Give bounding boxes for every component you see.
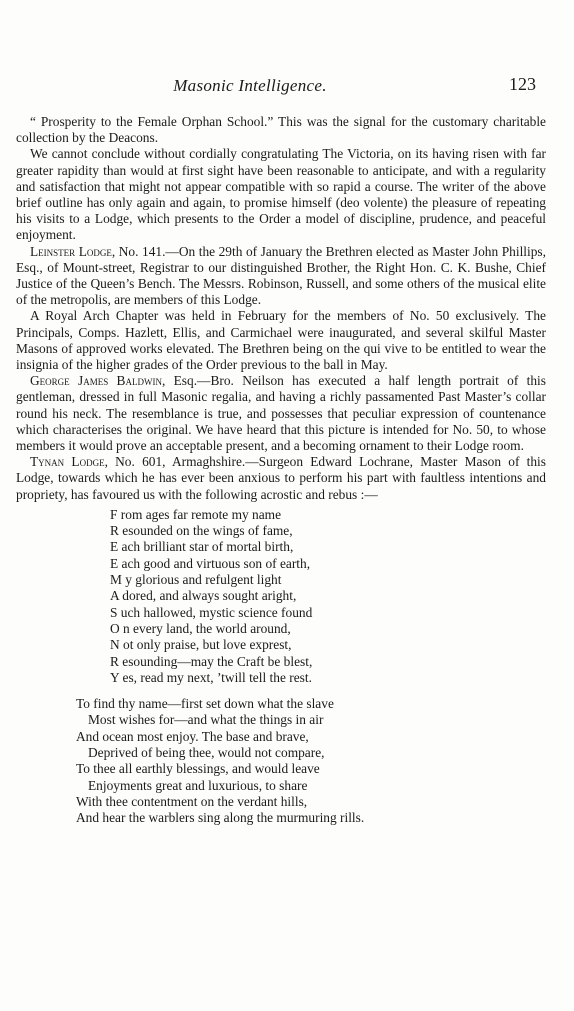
paragraph-text: A Royal Arch Chapter was held in February for the members of No. 50 exclusively. The Principals, Comps. Hazlett, Ellis, and Carmichael were inaugurated, and several skilful Master Masons of approved works elevated. The Brethren being on the qui vive to be entitled to wear the insignia of the higher grades of the Order previous to the ball in May.	[16, 308, 546, 373]
page-header	[0, 76, 574, 98]
paragraph-baldwin	[16, 373, 546, 454]
paragraph-text: We cannot conclude without cordially congratulating The Victoria, on its having risen with far greater rapidity than would at first sight have been reasonable to anticipate, and with a regularity and satisfaction that might not appear compatible with so rapid a course. The writer of the above brief outline has only again and again, to promise himself (deo volente) the pleasure of repeating his visits to a Lodge, which presents to the Order a model of discipline, prudence, and peaceful enjoyment.	[16, 146, 546, 243]
poem-line: Most wishes for—and what the things in air	[88, 712, 324, 728]
paragraph-tynan-lodge	[16, 454, 546, 503]
section-heading: George James Baldwin,	[30, 373, 166, 389]
poem-line: A dored, and always sought aright,	[110, 588, 297, 604]
paragraph-text: No. 141.—On the 29th of January the Brethren elected as Master John Phillips, Esq., of Mount-street, Registrar to our distinguished Brother, the Right Hon. C. K. Bushe, Chief Justice of the Queen’s Bench. The Messrs. Robinson, Russell, and some others of the musical elite of the metropolis, are members of this Lodge.	[16, 243, 546, 308]
rebus-poem	[16, 696, 546, 826]
poem-line: F rom ages far remote my name	[110, 506, 282, 522]
poem-line: To thee all earthly blessings, and would leave	[76, 761, 320, 777]
poem-line: With thee contentment on the verdant hills,	[76, 793, 308, 809]
poem-line: N ot only praise, but love exprest,	[110, 637, 292, 653]
paragraph-leinster-lodge	[16, 244, 546, 309]
article-body	[16, 114, 546, 827]
poem-line: To find thy name—first set down what the slave	[76, 696, 334, 712]
paragraph-text: Esq.—Bro. Neilson has executed a half length portrait of this gentleman, dressed in full Masonic regalia, and having a richly passamented Past Master’s collar round his neck. The resemblance is true, and possesses that peculiar expression of countenance which characterises the original. We have heard that this picture is intended for No. 50, to whose members it would prove an acceptable present, and a becoming ornament to their Lodge room.	[16, 373, 546, 454]
poem-line: R esounded on the wings of fame,	[110, 523, 293, 539]
poem-line: E ach good and virtuous son of earth,	[110, 555, 311, 571]
poem-line: O n every land, the world around,	[110, 620, 291, 636]
poem-line: Deprived of being thee, would not compare,	[88, 745, 325, 761]
section-heading: Tynan Lodge,	[30, 454, 108, 470]
poem-line: M y glorious and refulgent light	[110, 572, 282, 588]
section-heading: Leinster Lodge,	[30, 243, 116, 259]
paragraph-toast	[16, 114, 546, 146]
poem-line: R esounding—may the Craft be blest,	[110, 653, 313, 669]
paragraph-text: “ Prosperity to the Female Orphan School.” This was the signal for the customary charitable collection by the Deacons.	[16, 114, 546, 146]
paragraph-royal-arch	[16, 308, 546, 373]
poem-line: Y es, read my next, ’twill tell the rest.	[110, 669, 312, 685]
poem-line: And hear the warblers sing along the murmuring rills.	[76, 810, 365, 826]
poem-line: Enjoyments great and luxurious, to share	[88, 777, 308, 793]
page-number: 123	[509, 74, 536, 94]
paragraph-victoria	[16, 146, 546, 243]
running-title: Masonic Intelligence.	[173, 76, 327, 95]
poem-line: S uch hallowed, mystic science found	[110, 604, 313, 620]
poem-line: E ach brilliant star of mortal birth,	[110, 539, 294, 555]
paragraph-text: No. 601, Armaghshire.—Surgeon Edward Lochrane, Master Mason of this Lodge, towards which he has ever been anxious to perform his part with faultless intentions and propriety, has favoured us with the following acrostic and rebus :—	[16, 454, 546, 502]
acrostic-poem	[16, 507, 546, 686]
poem-line: And ocean most enjoy. The base and brave,	[76, 728, 309, 744]
